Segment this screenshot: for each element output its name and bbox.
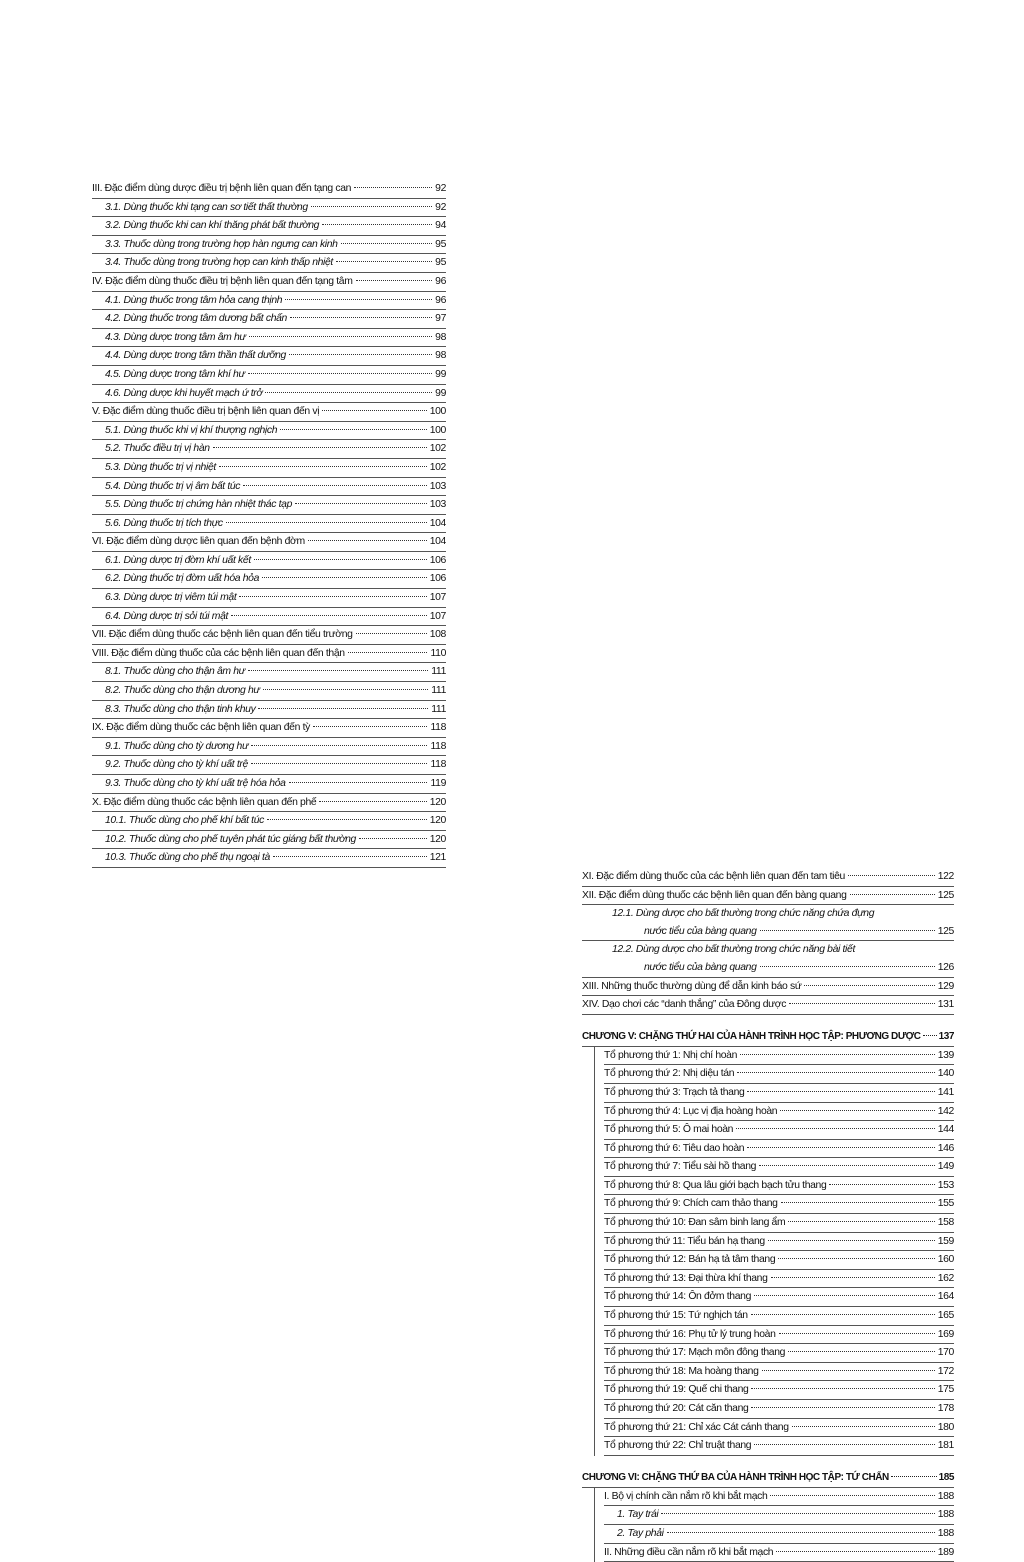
leader-dots: [754, 1295, 935, 1296]
toc-entry-title: 6.1. Dùng dược trị đờm khí uất kết: [105, 554, 251, 566]
toc-entry-page: 169: [937, 1328, 954, 1340]
toc-entry-page: 189: [937, 1546, 954, 1558]
toc-entry[interactable]: [604, 1065, 954, 1084]
leader-dots: [751, 1407, 934, 1408]
toc-entry-title: 6.3. Dùng dược trị viêm túi mật: [105, 592, 237, 604]
toc-entry[interactable]: [92, 347, 446, 366]
toc-entry-page: 158: [937, 1217, 954, 1229]
leader-dots: [311, 206, 432, 207]
toc-entry-title: 9.2. Thuốc dùng cho tỳ khí uất trệ: [105, 759, 248, 771]
toc-entry-title: Tổ phương thứ 11: Tiểu bán hạ thang: [604, 1235, 765, 1247]
toc-entry-title: Tổ phương thứ 9: Chích cam thảo thang: [604, 1198, 778, 1210]
toc-entry-title: XI. Đặc điểm dùng thuốc của các bệnh liên quan đến tam tiêu: [582, 870, 845, 882]
toc-entry-title: 10.3. Thuốc dùng cho phế thụ ngoại tà: [105, 852, 270, 864]
toc-entry-page: 102: [429, 443, 446, 455]
toc-right-page: [582, 868, 954, 1562]
toc-entry-title: Tổ phương thứ 22: Chỉ truật thang: [604, 1440, 752, 1452]
toc-entry[interactable]: [92, 812, 446, 831]
toc-entry-title: 8.1. Thuốc dùng cho thận âm hư: [105, 666, 245, 678]
toc-entry[interactable]: [92, 496, 446, 515]
toc-entry-title: 5.2. Thuốc điều trị vị hàn: [105, 443, 210, 455]
chapter-6-side-rule: [594, 1488, 595, 1562]
toc-entry-title: IV. Đặc điểm dùng thuốc điều trị bệnh liên quan đến tạng tâm: [92, 275, 353, 287]
toc-entry-page: 125: [937, 889, 954, 901]
toc-entry-page: 100: [429, 424, 446, 436]
toc-entry[interactable]: [92, 701, 446, 720]
toc-entry-page: 111: [431, 666, 446, 678]
chapter-5-entries: [582, 1047, 954, 1456]
leader-dots: [792, 1426, 935, 1427]
leader-dots: [289, 782, 428, 783]
leader-dots: [251, 763, 428, 764]
toc-entry-page: 129: [937, 980, 954, 992]
toc-entry-page: 162: [937, 1272, 954, 1284]
leader-dots: [341, 243, 433, 244]
toc-entry[interactable]: [582, 978, 954, 997]
toc-entry[interactable]: [92, 533, 446, 552]
leader-dots: [829, 1184, 934, 1185]
chapter-5-title: CHƯƠNG V: CHẶNG THỨ HAI CỦA HÀNH TRÌNH HỌC TẬP: PHƯƠNG DƯỢC: [582, 1030, 921, 1042]
toc-entry-page: 96: [435, 275, 446, 287]
leader-dots: [804, 985, 934, 986]
toc-entry-page: 141: [937, 1086, 954, 1098]
leader-dots: [759, 1165, 935, 1166]
leader-dots: [308, 540, 427, 541]
leader-dots: [760, 930, 935, 931]
toc-entry[interactable]: [92, 831, 446, 850]
toc-entry-title: 3.4. Thuốc dùng trong trường hợp can kinh thấp nhiệt: [105, 257, 333, 269]
toc-entry[interactable]: [92, 515, 446, 534]
toc-entry-page: 118: [430, 740, 446, 752]
toc-entry-page: 180: [937, 1421, 954, 1433]
toc-entry[interactable]: [604, 1084, 954, 1103]
leader-dots: [254, 559, 427, 560]
toc-entry[interactable]: [92, 794, 446, 813]
toc-entry-title: 3.2. Dùng thuốc khi can khí thăng phát bất thường: [105, 220, 320, 232]
toc-entry-page: 160: [937, 1254, 954, 1266]
leader-dots: [322, 410, 427, 411]
toc-entry-title: 5.1. Dùng thuốc khi vị khí thượng nghịch: [105, 424, 278, 436]
toc-entry-page: 104: [429, 517, 446, 529]
toc-entry-page: 103: [429, 480, 446, 492]
toc-entry[interactable]: [92, 422, 446, 441]
toc-entry-title: Tổ phương thứ 13: Đại thừa khí thang: [604, 1272, 768, 1284]
toc-entry[interactable]: [604, 1381, 954, 1400]
leader-dots: [262, 577, 427, 578]
toc-entry[interactable]: [604, 1047, 954, 1066]
leader-dots: [248, 670, 428, 671]
toc-entry-page: 155: [937, 1198, 954, 1210]
toc-entry[interactable]: [604, 1288, 954, 1307]
toc-entry[interactable]: [582, 887, 954, 906]
toc-entry-title: 8.3. Thuốc dùng cho thận tinh khuy: [105, 703, 256, 715]
toc-entry-title: 6.4. Dùng dược trị sỏi túi mật: [105, 610, 229, 622]
toc-entry[interactable]: [92, 719, 446, 738]
chapter-6-entries: [582, 1488, 954, 1562]
leader-dots: [850, 894, 935, 895]
toc-entry-page: 98: [435, 350, 446, 362]
leader-dots: [289, 354, 432, 355]
toc-entry-page: 188: [937, 1509, 954, 1521]
toc-entry-title: Tổ phương thứ 20: Cát căn thang: [604, 1403, 749, 1414]
leader-dots: [848, 875, 935, 876]
toc-entry-title: I. Bộ vị chính cần nắm rõ khi bắt mạch: [604, 1490, 768, 1502]
toc-entry[interactable]: [92, 775, 446, 794]
toc-entry[interactable]: [604, 1488, 954, 1507]
toc-entry-title: II. Những điều cần nắm rõ khi bắt mạch: [604, 1546, 774, 1558]
toc-entry-title: Tổ phương thứ 7: Tiểu sài hồ thang: [604, 1161, 757, 1173]
leader-dots: [295, 503, 427, 504]
toc-entry-title: XIV. Dạo chơi các “danh thắng” của Đông dược: [582, 999, 787, 1011]
toc-entry-page: 170: [937, 1347, 954, 1359]
toc-entry-page: 95: [435, 238, 446, 250]
toc-entry[interactable]: [582, 905, 954, 923]
toc-entry-title: 4.4. Dùng dược trong tâm thần thất dưỡng: [105, 350, 286, 362]
toc-entry[interactable]: [582, 868, 954, 887]
leader-dots: [891, 1476, 937, 1477]
toc-entry-title: Tổ phương thứ 12: Bán hạ tả tâm thang: [604, 1254, 776, 1266]
leader-dots: [263, 689, 429, 690]
toc-entry-title: IX. Đặc điểm dùng thuốc các bệnh liên quan đến tỳ: [92, 722, 310, 734]
toc-entry-title: 3.1. Dùng thuốc khi tạng can sơ tiết thất thường: [105, 201, 308, 213]
leader-dots: [778, 1258, 934, 1259]
leader-dots: [322, 224, 432, 225]
leader-dots: [354, 187, 432, 188]
toc-entry-title: VIII. Đặc điểm dùng thuốc của các bệnh liên quan đến thận: [92, 647, 345, 659]
chapter-6-heading[interactable]: [582, 1468, 954, 1488]
chapter-6-page: 185: [938, 1471, 954, 1483]
toc-entry-page: 96: [435, 294, 446, 306]
toc-right-top-section: [582, 868, 954, 1015]
toc-entry-page: 121: [429, 852, 446, 864]
toc-entry-page: 111: [431, 685, 446, 697]
toc-entry[interactable]: [92, 738, 446, 757]
leader-dots: [356, 633, 427, 634]
toc-entry-title: 5.4. Dùng thuốc trị vị âm bất túc: [105, 480, 241, 492]
leader-dots: [219, 466, 427, 467]
toc-entry-page: 99: [435, 387, 446, 399]
leader-dots: [788, 1221, 934, 1222]
toc-entry[interactable]: [92, 849, 446, 868]
toc-entry[interactable]: [582, 959, 954, 978]
toc-entry-page: 100: [429, 406, 446, 418]
toc-entry-page: 99: [435, 368, 446, 380]
toc-entry-page: 122: [937, 870, 954, 882]
toc-entry[interactable]: [92, 217, 446, 236]
toc-entry-title: Tổ phương thứ 19: Quế chi thang: [604, 1384, 749, 1396]
leader-dots: [213, 447, 427, 448]
toc-entry-title: Tổ phương thứ 21: Chỉ xác Cát cánh thang: [604, 1421, 789, 1433]
leader-dots: [762, 1370, 935, 1371]
toc-entry-title: 6.2. Dùng thuốc trị đờm uất hóa hỏa: [105, 573, 260, 585]
leader-dots: [751, 1314, 935, 1315]
toc-entry-page: 165: [937, 1310, 954, 1322]
toc-entry-page: 120: [429, 796, 446, 808]
leader-dots: [768, 1240, 935, 1241]
toc-entry-page: 97: [435, 313, 446, 325]
leader-dots: [248, 373, 432, 374]
toc-entry[interactable]: [604, 1233, 954, 1252]
toc-entry[interactable]: [604, 1437, 954, 1456]
toc-entry[interactable]: [92, 552, 446, 571]
toc-entry-title: Tổ phương thứ 3: Trạch tả thang: [604, 1086, 745, 1098]
leader-dots: [239, 596, 426, 597]
toc-entry-title: 4.6. Dùng dược khi huyết mạch ứ trở: [105, 387, 263, 399]
leader-dots: [780, 1110, 934, 1111]
toc-entry-title: Tổ phương thứ 14: Ôn đởm thang: [604, 1291, 752, 1303]
toc-entry-page: 108: [429, 629, 446, 641]
leader-dots: [290, 317, 432, 318]
leader-dots: [251, 745, 427, 746]
toc-entry-title: XII. Đặc điểm dùng thuốc các bệnh liên quan đến bàng quang: [582, 889, 847, 901]
toc-entry-page: 142: [937, 1105, 954, 1117]
leader-dots: [667, 1532, 935, 1533]
toc-entry[interactable]: [92, 478, 446, 497]
leader-dots: [280, 429, 427, 430]
toc-entry-title: 5.6. Dùng thuốc trị tích thực: [105, 517, 223, 529]
toc-entry-page: 107: [429, 610, 446, 622]
toc-entry[interactable]: [604, 1121, 954, 1140]
toc-entry[interactable]: [582, 923, 954, 942]
leader-dots: [661, 1513, 934, 1514]
toc-entry[interactable]: [92, 310, 446, 329]
toc-entry[interactable]: [604, 1177, 954, 1196]
leader-dots: [747, 1091, 934, 1092]
toc-entry[interactable]: [92, 403, 446, 422]
toc-entry-page: 92: [435, 201, 446, 213]
toc-entry-page: 164: [937, 1291, 954, 1303]
toc-entry-title: 2. Tay phải: [617, 1527, 664, 1539]
leader-dots: [737, 1072, 935, 1073]
toc-entry[interactable]: [92, 199, 446, 218]
chapter-5-heading[interactable]: [582, 1027, 954, 1047]
toc-entry[interactable]: [604, 1400, 954, 1419]
toc-entry[interactable]: [604, 1544, 954, 1562]
toc-entry[interactable]: [604, 1326, 954, 1345]
leader-dots: [779, 1333, 935, 1334]
toc-entry-page: 106: [429, 554, 446, 566]
toc-entry-page: 188: [937, 1490, 954, 1502]
toc-entry[interactable]: [92, 645, 446, 664]
toc-entry-page: 159: [937, 1235, 954, 1247]
leader-dots: [273, 856, 427, 857]
toc-entry-page: 103: [429, 499, 446, 511]
toc-entry-page: 118: [430, 722, 446, 734]
toc-entry-page: 188: [937, 1527, 954, 1539]
toc-entry-title: 10.2. Thuốc dùng cho phế tuyên phát túc giáng bất thường: [105, 833, 356, 845]
toc-entry-page: 95: [435, 257, 446, 269]
leader-dots: [319, 801, 426, 802]
leader-dots: [285, 299, 432, 300]
toc-entry[interactable]: [604, 1103, 954, 1122]
leader-dots: [226, 522, 427, 523]
toc-entry-title: Tổ phương thứ 1: Nhị chí hoàn: [604, 1049, 738, 1061]
leader-dots: [336, 261, 432, 262]
toc-entry-page: 175: [937, 1384, 954, 1396]
toc-entry-title: 9.1. Thuốc dùng cho tỳ dương hư: [105, 740, 249, 752]
toc-entry[interactable]: [92, 663, 446, 682]
toc-entry[interactable]: [604, 1140, 954, 1159]
toc-entry-page: 119: [430, 778, 446, 789]
toc-entry-page: 139: [937, 1049, 954, 1061]
toc-entry[interactable]: [92, 608, 446, 627]
toc-entry[interactable]: [604, 1419, 954, 1438]
leader-dots: [231, 615, 427, 616]
toc-entry-title: Tổ phương thứ 4: Lục vị địa hoàng hoàn: [604, 1105, 778, 1117]
toc-entry[interactable]: [604, 1344, 954, 1363]
toc-entry[interactable]: [604, 1195, 954, 1214]
toc-entry-title: 10.1. Thuốc dùng cho phế khí bất túc: [105, 815, 264, 827]
toc-entry[interactable]: [604, 1214, 954, 1233]
toc-entry[interactable]: [582, 941, 954, 959]
leader-dots: [249, 336, 433, 337]
leader-dots: [788, 1351, 935, 1352]
toc-entry-title: 4.3. Dùng dược trong tâm âm hư: [105, 331, 246, 343]
toc-entry-title: Tổ phương thứ 8: Qua lâu giới bạch bạch tửu thang: [604, 1179, 827, 1191]
toc-entry-page: 102: [429, 461, 446, 473]
toc-entry-title: 5.5. Dùng thuốc trị chứng hàn nhiệt thác tạp: [105, 499, 293, 511]
toc-entry-page: 106: [429, 573, 446, 585]
toc-entry-page: 120: [429, 815, 446, 827]
toc-entry-title: XIII. Những thuốc thường dùng để dẫn kinh báo sứ: [582, 980, 802, 992]
chapter-6-title: CHƯƠNG VI: CHẶNG THỨ BA CỦA HÀNH TRÌNH HỌC TẬP: TỨ CHẨN: [582, 1471, 889, 1483]
toc-entry-page: 131: [937, 999, 954, 1011]
toc-entry-title: 4.2. Dùng thuốc trong tâm dương bất chấn: [105, 313, 287, 325]
leader-dots: [243, 485, 427, 486]
toc-entry[interactable]: [604, 1158, 954, 1177]
toc-entry-title: III. Đặc điểm dùng dược điều trị bệnh liên quan đến tạng can: [92, 183, 352, 194]
toc-entry-page: 181: [937, 1440, 954, 1452]
toc-entry[interactable]: [92, 273, 446, 292]
leader-dots: [258, 708, 428, 709]
leader-dots: [267, 819, 427, 820]
toc-entry-title: 8.2. Thuốc dùng cho thận dương hư: [105, 685, 260, 697]
toc-entry-title: 4.5. Dùng dược trong tâm khí hư: [105, 368, 245, 380]
toc-entry[interactable]: [604, 1270, 954, 1289]
toc-entry[interactable]: [92, 292, 446, 311]
toc-entry-title: Tổ phương thứ 15: Tứ nghịch tán: [604, 1310, 748, 1322]
toc-entry-page: 146: [937, 1142, 954, 1154]
toc-entry[interactable]: [92, 756, 446, 775]
leader-dots: [265, 392, 432, 393]
toc-entry[interactable]: [604, 1363, 954, 1382]
toc-entry-title: Tổ phương thứ 6: Tiêu dao hoàn: [604, 1142, 745, 1154]
toc-entry[interactable]: [604, 1525, 954, 1544]
toc-entry-title: 9.3. Thuốc dùng cho tỳ khí uất trệ hóa hỏa: [105, 778, 286, 789]
toc-entry-page: 144: [937, 1124, 954, 1136]
toc-entry[interactable]: [604, 1307, 954, 1326]
toc-entry[interactable]: [92, 366, 446, 385]
toc-entry-page: 120: [429, 833, 446, 845]
toc-entry-title: Tổ phương thứ 2: Nhị diệu tán: [604, 1068, 735, 1080]
leader-dots: [770, 1495, 934, 1496]
toc-entry-title: 12.1. Dùng dược cho bất thường trong chức năng chứa đựng: [612, 908, 875, 920]
toc-entry-page: 125: [937, 925, 954, 937]
leader-dots: [771, 1277, 935, 1278]
toc-entry[interactable]: [92, 459, 446, 478]
toc-entry-page: 149: [937, 1161, 954, 1173]
toc-entry-page: 118: [430, 759, 446, 771]
leader-dots: [348, 652, 428, 653]
toc-entry-title: nước tiểu của bàng quang: [644, 961, 757, 973]
leader-dots: [751, 1388, 934, 1389]
toc-entry-title: Tổ phương thứ 17: Mạch môn đông thang: [604, 1347, 786, 1359]
toc-entry[interactable]: [92, 626, 446, 645]
leader-dots: [740, 1054, 935, 1055]
toc-entry-title: X. Đặc điểm dùng thuốc các bệnh liên quan đến phế: [92, 796, 317, 808]
toc-entry-page: 104: [429, 536, 446, 548]
toc-entry-title: Tổ phương thứ 16: Phụ tử lý trung hoàn: [604, 1328, 776, 1340]
leader-dots: [747, 1147, 934, 1148]
leader-dots: [313, 726, 428, 727]
toc-entry-page: 111: [431, 703, 446, 715]
toc-entry[interactable]: [92, 329, 446, 348]
toc-entry[interactable]: [604, 1506, 954, 1525]
toc-left-page: [92, 180, 446, 868]
toc-entry-title: V. Đặc điểm dùng thuốc điều trị bệnh liên quan đến vị: [92, 406, 320, 418]
toc-entry-title: Tổ phương thứ 5: Ô mai hoàn: [604, 1124, 734, 1136]
toc-entry-title: 1. Tay trái: [617, 1509, 659, 1521]
toc-entry-title: VI. Đặc điểm dùng dược liên quan đến bệnh đờm: [92, 536, 305, 548]
chapter-5-page: 137: [938, 1030, 954, 1042]
toc-entry[interactable]: [92, 236, 446, 255]
leader-dots: [754, 1444, 934, 1445]
leader-dots: [736, 1128, 935, 1129]
leader-dots: [760, 966, 935, 967]
toc-entry-title: 12.2. Dùng dược cho bất thường trong chức năng bài tiết: [612, 944, 855, 956]
toc-entry-page: 92: [435, 183, 446, 194]
toc-entry[interactable]: [604, 1251, 954, 1270]
toc-entry[interactable]: [92, 682, 446, 701]
toc-entry-page: 94: [435, 220, 446, 232]
toc-entry-title: 5.3. Dùng thuốc trị vị nhiệt: [105, 461, 216, 473]
toc-entry[interactable]: [92, 570, 446, 589]
toc-entry-page: 153: [937, 1179, 954, 1191]
toc-entry-title: 3.3. Thuốc dùng trong trường hợp hàn ngưng can kinh: [105, 238, 338, 250]
leader-dots: [781, 1202, 935, 1203]
toc-entry-title: Tổ phương thứ 18: Ma hoàng thang: [604, 1365, 759, 1377]
toc-entry-page: 178: [937, 1403, 954, 1414]
toc-entry[interactable]: [582, 996, 954, 1015]
toc-entry-page: 110: [430, 647, 446, 659]
toc-entry-page: 172: [937, 1365, 954, 1377]
toc-entry-title: 4.1. Dùng thuốc trong tâm hỏa cang thịnh: [105, 294, 283, 306]
toc-entry-page: 107: [429, 592, 446, 604]
toc-entry-title: Tổ phương thứ 10: Đan sâm binh lang ẩm: [604, 1217, 786, 1229]
leader-dots: [923, 1035, 937, 1036]
toc-entry-page: 98: [435, 331, 446, 343]
toc-entry-title: VII. Đặc điểm dùng thuốc các bệnh liên quan đến tiểu trường: [92, 629, 353, 641]
leader-dots: [356, 280, 433, 281]
toc-entry[interactable]: [92, 589, 446, 608]
toc-entry-page: 140: [937, 1068, 954, 1080]
toc-entry[interactable]: [92, 440, 446, 459]
toc-entry[interactable]: [92, 254, 446, 273]
leader-dots: [789, 1003, 935, 1004]
leader-dots: [776, 1551, 934, 1552]
chapter-5-side-rule: [594, 1047, 595, 1456]
toc-entry[interactable]: [92, 180, 446, 199]
toc-entry-page: 126: [937, 961, 954, 973]
toc-entry[interactable]: [92, 385, 446, 404]
leader-dots: [359, 838, 427, 839]
toc-entry-title: nước tiểu của bàng quang: [644, 925, 757, 937]
